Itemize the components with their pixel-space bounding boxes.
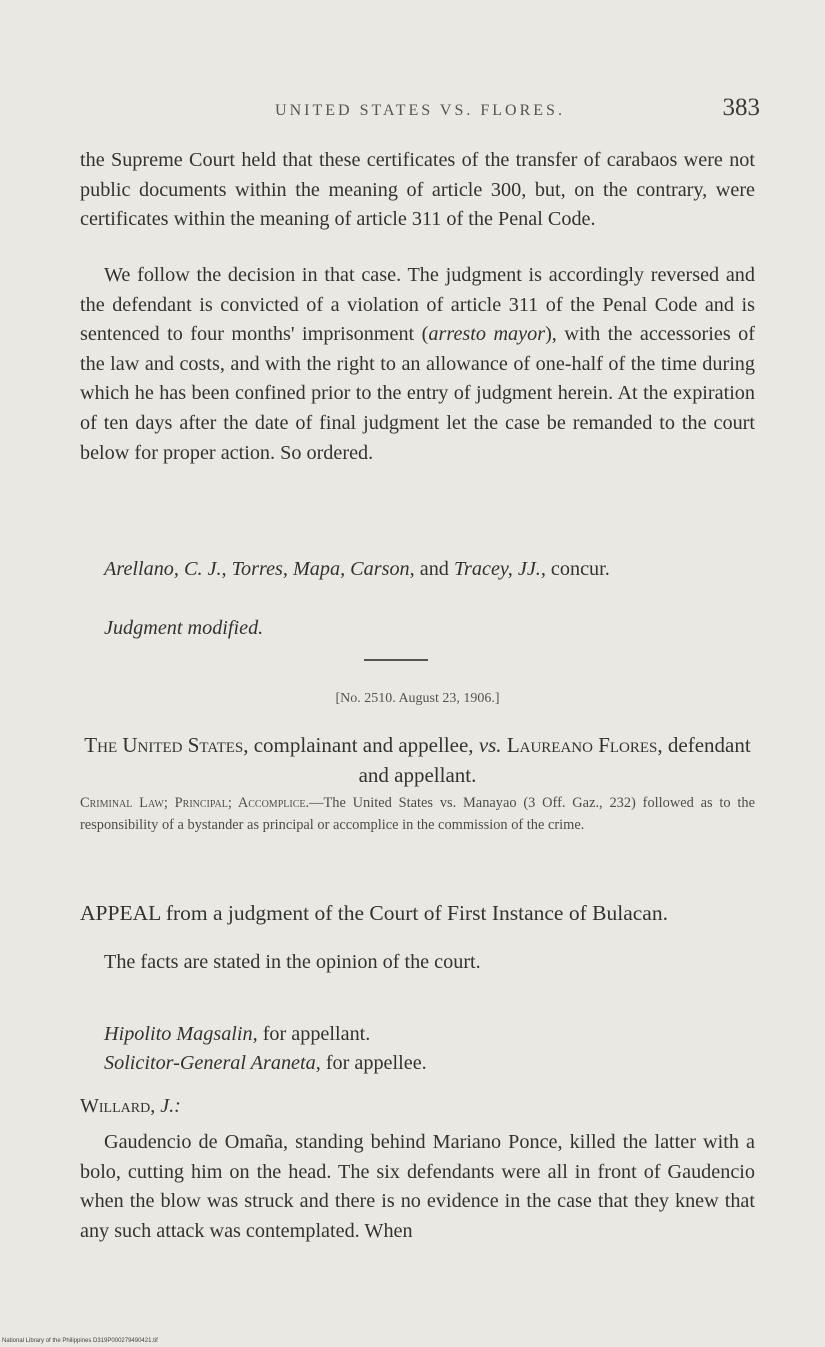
paragraph-text (80, 261, 755, 468)
versus: vs. (478, 733, 502, 757)
text-run: , complainant and appellee, (243, 733, 479, 757)
judge-name: Willard, (80, 1095, 156, 1117)
paragraph-text (80, 555, 755, 585)
section-divider (364, 659, 428, 661)
opinion-author (80, 1095, 755, 1118)
concurrence (80, 555, 755, 585)
text-run: from a judgment of the Court of First Instance of Bulacan. (160, 901, 668, 925)
text-run: concur. (545, 558, 610, 580)
headnote-text: —The United States vs. Manayao (3 Off. Gaz., 232) followed as to the responsibility of a bystander as principal or accomplice in the commission of the crime. (80, 795, 755, 833)
party-name: The United States (84, 733, 244, 757)
counsel-line (80, 1020, 755, 1049)
counsel-role: for appellee. (320, 1052, 427, 1074)
party-name: Laureano Flores (501, 733, 658, 757)
page-number: 383 (722, 94, 760, 121)
continuation-paragraph-1 (80, 146, 755, 235)
running-title: UNITED STATES VS. FLORES. (275, 102, 565, 119)
case-title (80, 730, 755, 790)
headnote-topic: Criminal Law; Principal; Accomplice. (80, 795, 310, 811)
continuation-paragraph-2 (80, 261, 755, 468)
judge-title: J.: (155, 1095, 181, 1117)
paragraph-text: Gaudencio de Omaña, standing behind Mariano Ponce, killed the latter with a bolo, cutting him on the head. The six defendants were all in front of Gaudencio when the blow was struck and there is no evidence in the case that they knew that any such attack was contemplated. When (80, 1131, 755, 1242)
case-number-date: [No. 2510. August 23, 1906.] (335, 691, 500, 706)
text-run: and (414, 558, 454, 580)
disposition (80, 614, 755, 644)
text-run: , defendant and appellant. (358, 733, 751, 787)
counsel-name: Solicitor-General Araneta, (104, 1052, 321, 1074)
counsel-name: Hipolito Magsalin, (104, 1023, 258, 1045)
justice-names: Arellano, C. J., Torres, Mapa, Carson, (104, 558, 415, 580)
running-head (80, 94, 760, 128)
counsel-role: for appellant. (257, 1023, 371, 1045)
appeal-statement (80, 899, 755, 928)
disposition-text: Judgment modified. (104, 617, 264, 639)
counsel-line (80, 1049, 755, 1078)
appeal-lead: APPEAL (80, 901, 161, 925)
paragraph-text (80, 614, 755, 644)
scan-source-footer: National Library of the Philippines D319P000279490421.tif (2, 1338, 158, 1344)
justice-names: Tracey, JJ., (453, 558, 546, 580)
text-run: We follow the decision in that case. The judgment is accordingly reversed and the defendant is convicted of a violation of article 311 of the Penal Code and is sentenced to four months' imprisonment ( (80, 264, 755, 346)
facts-statement: The facts are stated in the opinion of the court. (104, 951, 481, 973)
paragraph-text: the Supreme Court held that these certificates of the transfer of carabaos were not public documents within the meaning of article 300, but, on the contrary, were certificates within the meaning of article 311 of the Penal Code. (80, 149, 755, 231)
italic-term: arresto mayor (428, 323, 546, 346)
counsel-list (80, 1020, 755, 1078)
headnote (80, 792, 755, 836)
text-run: ), with the accessories of the law and costs, and with the right to an allowance of one-half of the time during which he has been confined prior to the entry of judgment herein. At the expiration of ten days after the date of final judgment let the case be remanded to the court below for proper action. So ordered. (80, 323, 755, 464)
opinion-paragraph (80, 1128, 755, 1246)
